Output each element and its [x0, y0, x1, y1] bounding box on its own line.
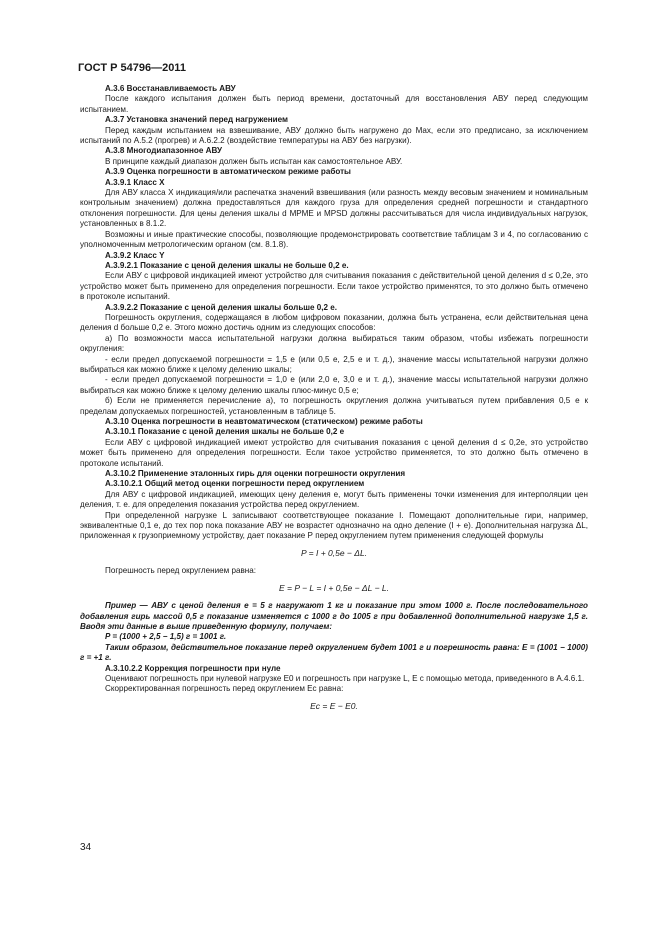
- section-heading: А.3.10 Оценка погрешности в неавтоматическом (статическом) режиме работы: [105, 417, 423, 426]
- section-heading: А.3.9.2.2 Показание с ценой деления шкалы больше 0,2 е.: [105, 302, 338, 312]
- paragraph: б) Если не применяется перечисление а), то погрешность округления должна учитываться путем прибавления 0,5 е к пределам допускаемых погрешностей, установленным в таблице 5.: [80, 396, 588, 416]
- section-heading: А.3.7 Установка значений перед нагружением: [105, 115, 288, 125]
- section-heading: А.3.10.2.1 Общий метод оценки погрешности перед округлением: [105, 479, 365, 489]
- paragraph: Скорректированная погрешность перед округлением Ec равна:: [105, 684, 344, 694]
- section-heading: А.3.9.1 Класс X: [105, 177, 165, 187]
- paragraph: Погрешность перед округлением равна:: [105, 566, 256, 576]
- example-paragraph: Таким образом, действительное показание перед округлением будет 1001 г и погрешность равна: E = (1001 − 1000) г = +1 г.: [80, 642, 588, 663]
- paragraph: Возможны и иные практические способы, позволяющие продемонстрировать соответствие таблицам 3 и 4, по согласованию с уполномоченным метрологическим органом (см. 8.1.8).: [80, 229, 588, 250]
- paragraph: а) По возможности масса испытательной нагрузки должна выбираться таким образом, чтобы избежать погрешности округления:: [80, 333, 588, 354]
- paragraph: После каждого испытания должен быть период времени, достаточный для восстановления АВУ перед следующим испытанием.: [80, 94, 588, 114]
- example-paragraph: P = (1000 + 2,5 − 1,5) г = 1001 г.: [105, 632, 227, 642]
- section-heading: А.3.9.2.1 Показание с ценой деления шкалы не больше 0,2 е.: [105, 260, 349, 270]
- formula: P = I + 0,5e − ΔL.: [300, 547, 368, 558]
- example-paragraph: Пример — АВУ с ценой деления е = 5 г нагружают 1 кг и показание при этом 1000 г. После последовательного добавления гирь массой 0,5 г показание изменяется с 1000 г до 1005 г при добавленной дополнительной нагрузке 1,5 г. Вводя эти данные в выше приведенную формулу, получаем:: [80, 601, 588, 631]
- paragraph: - если предел допускаемой погрешности = 1,5 е (или 0,5 е, 2,5 е и т. д.), значение массы испытательной нагрузки должно выбираться как можно ближе к целому делению шкалы;: [80, 354, 588, 374]
- paragraph: - если предел допускаемой погрешности = 1,0 е (или 2,0 е, 3,0 е и т. д.), значение массы испытательной нагрузки должно выбираться как можно ближе к целому делению шкалы плюс-минус 0,5 е;: [80, 375, 588, 395]
- section-heading: А.3.8 Многодиапазонное АВУ: [105, 146, 223, 156]
- section-heading: А.3.9 Оценка погрешности в автоматическом режиме работы: [105, 167, 351, 177]
- formula: Ec = E − E0.: [310, 700, 358, 711]
- page-number: 34: [80, 842, 92, 853]
- paragraph: Перед каждым испытанием на взвешивание, АВУ должно быть нагружено до Max, если это предписано, за исключением испытаний по А.5.2 (прогрев) и А.6.2.2 (воздействие температуры на АВУ без нагрузки).: [80, 125, 588, 146]
- paragraph: При определенной нагрузке L записывают соответствующее показание I. Помещают дополнительные гири, например, эквивалентные 0,1 е, до тех пор пока показание АВУ не возрастет однозначно на одно деление (I + е). Дополнительная нагрузка ΔL, приложенная к грузоприемному устройству, дает показание Р перед округлением путем применения следующей формулы: [80, 510, 588, 541]
- document-header: ГОСТ Р 54796—2011: [78, 62, 186, 74]
- paragraph: Для АВУ с цифровой индикацией, имеющих цену деления е, могут быть применены точки изменения для интерполяции цен деления, т. е. для определения показания устройства перед округлением.: [80, 489, 588, 510]
- section-heading: А.3.10.2.2 Коррекция погрешности при нуле: [105, 663, 281, 673]
- formula: E = P − L = I + 0,5e − ΔL − L.: [279, 582, 389, 593]
- paragraph: Если АВУ с цифровой индикацией имеют устройство для считывания показания с действительной ценой деления d ≤ 0,2е, это устройство может быть применено для определения погрешности. Если такое устройство применятся, то это должно быть отмечено в протоколе испытаний.: [80, 271, 588, 302]
- paragraph: Если АВУ с цифровой индикацией имеют устройство для считывания показания с ценой деления d ≤ 0,2е, это устройство может быть применено для определения погрешности. Если такое устройство применяется, то это должно быть отмечено в протоколе испытаний.: [80, 437, 588, 468]
- paragraph: Для АВУ класса X индикация/или распечатка значений взвешивания (или разность между весовым значением и номинальным контрольным значением) должна предоставляться для каждого груза для определения средней погрешности и стандартного отклонения погрешности. Для цены деления шкалы d МРМЕ и MPSD должны рассчитываться для числа индивидуальных нагрузок, установленных в 8.1.2.: [80, 188, 588, 229]
- paragraph: Погрешность округления, содержащаяся в любом цифровом показании, должна быть устранена, если действительная цена деления d больше 0,2 е. Этого можно достичь одним из следующих способов:: [80, 312, 588, 333]
- section-heading: А.3.9.2 Класс Y: [105, 250, 165, 260]
- section-heading: А.3.10.2 Применение эталонных гирь для оценки погрешности округления: [105, 469, 406, 479]
- paragraph: Оценивают погрешность при нулевой нагрузке E0 и погрешность при нагрузке L, E с помощью метода, приведенного в А.4.6.1.: [105, 673, 585, 683]
- section-heading: А.3.6 Восстанавливаемость АВУ: [105, 84, 236, 93]
- paragraph: В принципе каждый диапазон должен быть испытан как самостоятельное АВУ.: [105, 156, 403, 166]
- section-heading: А.3.10.1 Показание с ценой деления шкалы не больше 0,2 е: [105, 427, 345, 437]
- document-body: [80, 84, 588, 719]
